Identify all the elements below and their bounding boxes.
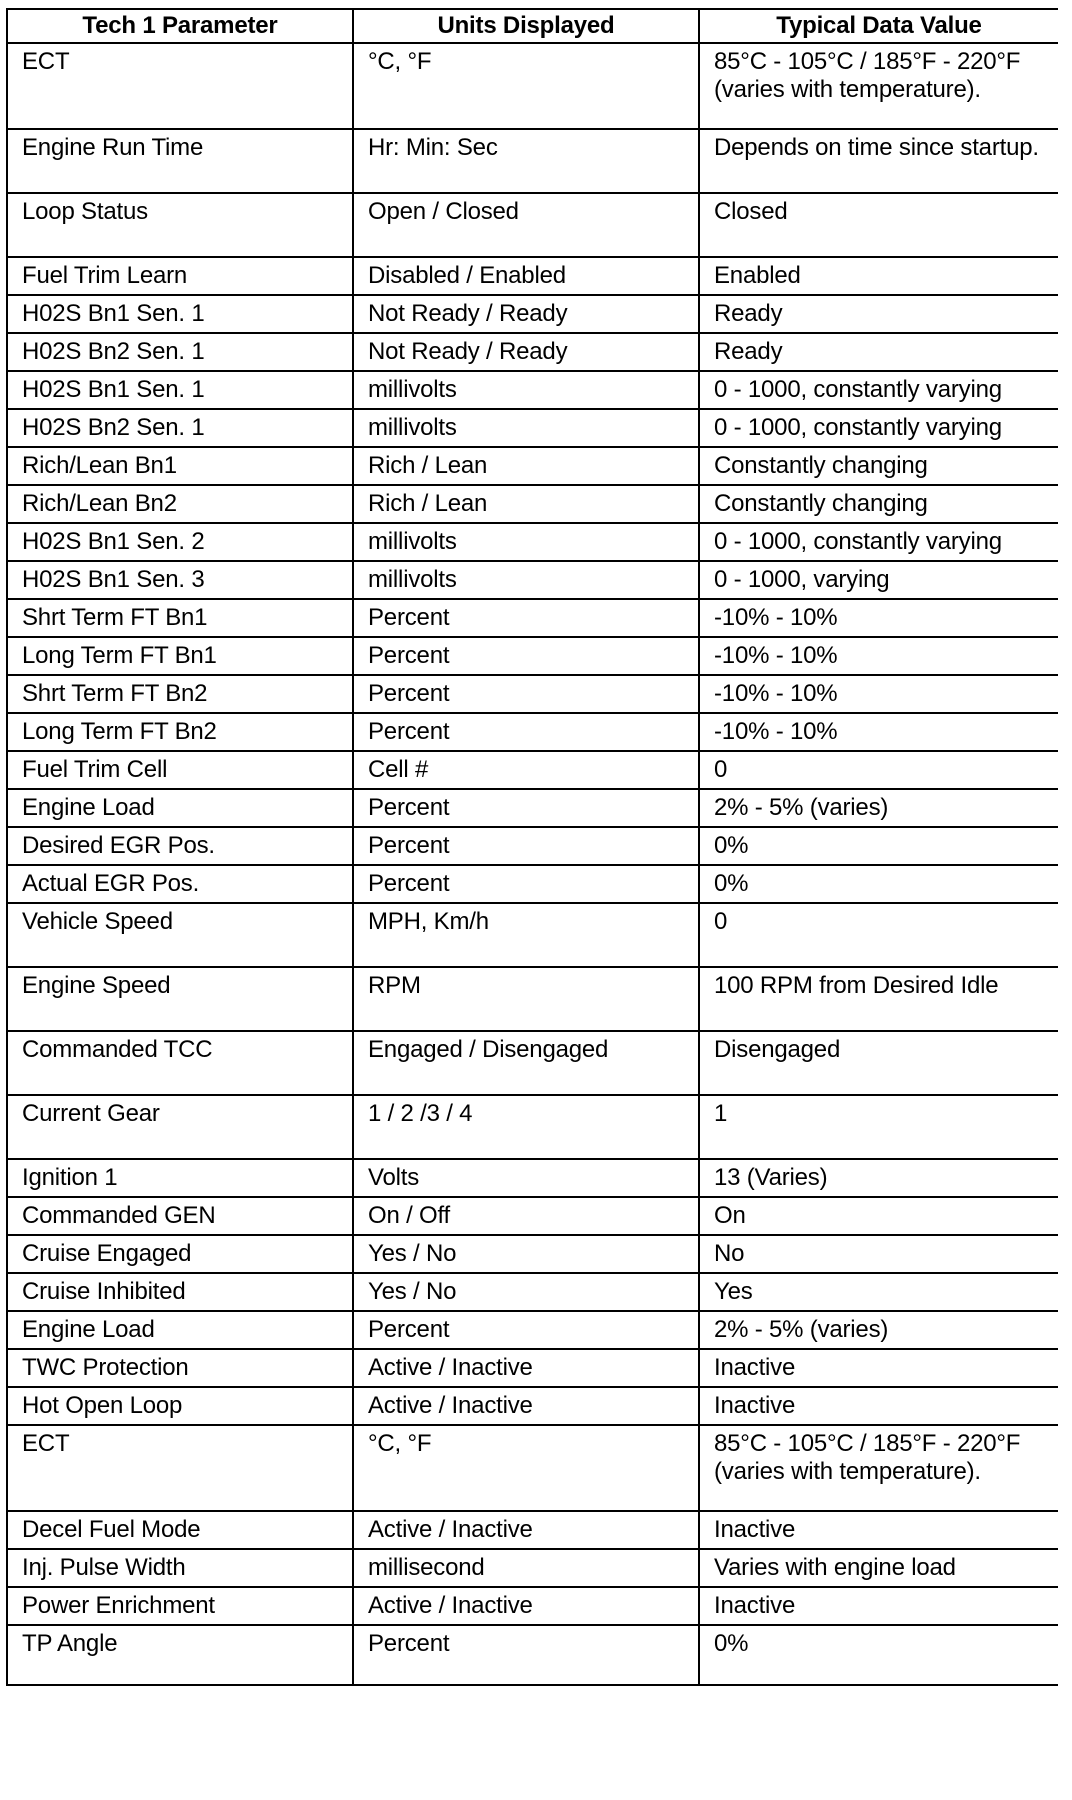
table-row (7, 1159, 1058, 1197)
typical-value-cell: Yes (699, 1273, 1058, 1311)
typical-value-cell: 2% - 5% (varies) (699, 789, 1058, 827)
table-row (7, 751, 1058, 789)
typical-value-cell: Disengaged (699, 1031, 1058, 1095)
table-row (7, 1197, 1058, 1235)
table-row (7, 1425, 1058, 1511)
parameter-cell: Engine Load (7, 1311, 353, 1349)
parameter-cell: Engine Load (7, 789, 353, 827)
typical-value-cell: 1 (699, 1095, 1058, 1159)
parameter-cell: Long Term FT Bn1 (7, 637, 353, 675)
typical-value-cell: Inactive (699, 1387, 1058, 1425)
table-row (7, 43, 1058, 129)
parameter-cell: TP Angle (7, 1625, 353, 1685)
typical-value-cell: 0 - 1000, varying (699, 561, 1058, 599)
parameter-cell: Actual EGR Pos. (7, 865, 353, 903)
table-row (7, 129, 1058, 193)
units-cell: Yes / No (353, 1235, 699, 1273)
units-cell: Open / Closed (353, 193, 699, 257)
units-cell: Active / Inactive (353, 1349, 699, 1387)
table-row (7, 903, 1058, 967)
parameter-cell: Inj. Pulse Width (7, 1549, 353, 1587)
units-cell: Percent (353, 713, 699, 751)
table-row (7, 257, 1058, 295)
table-row (7, 1625, 1058, 1685)
typical-value-cell: Closed (699, 193, 1058, 257)
typical-value-cell: 2% - 5% (varies) (699, 1311, 1058, 1349)
parameter-cell: Engine Speed (7, 967, 353, 1031)
typical-value-cell: Depends on time since startup. (699, 129, 1058, 193)
parameter-cell: Commanded GEN (7, 1197, 353, 1235)
table-row (7, 1549, 1058, 1587)
units-cell: Disabled / Enabled (353, 257, 699, 295)
table-row (7, 1587, 1058, 1625)
parameter-cell: Decel Fuel Mode (7, 1511, 353, 1549)
parameter-cell: Cruise Inhibited (7, 1273, 353, 1311)
parameter-cell: Fuel Trim Learn (7, 257, 353, 295)
document-page (6, 8, 1058, 1792)
table-row (7, 1273, 1058, 1311)
typical-value-cell: 0% (699, 827, 1058, 865)
units-cell: Percent (353, 1625, 699, 1685)
units-cell: Active / Inactive (353, 1587, 699, 1625)
typical-value-cell: Inactive (699, 1349, 1058, 1387)
table-row (7, 1387, 1058, 1425)
table-row (7, 1349, 1058, 1387)
typical-value-cell: Inactive (699, 1587, 1058, 1625)
typical-value-cell: -10% - 10% (699, 675, 1058, 713)
units-cell: Percent (353, 637, 699, 675)
units-cell: Yes / No (353, 1273, 699, 1311)
typical-value-cell: 0% (699, 1625, 1058, 1685)
table-row (7, 865, 1058, 903)
table-row (7, 967, 1058, 1031)
parameter-cell: Rich/Lean Bn2 (7, 485, 353, 523)
typical-value-cell: 0 (699, 751, 1058, 789)
table-row (7, 713, 1058, 751)
table-row (7, 523, 1058, 561)
table-row (7, 485, 1058, 523)
typical-value-cell: -10% - 10% (699, 599, 1058, 637)
table-row (7, 409, 1058, 447)
table-row (7, 1235, 1058, 1273)
typical-value-cell: 0% (699, 865, 1058, 903)
units-cell: Volts (353, 1159, 699, 1197)
units-cell: °C, °F (353, 1425, 699, 1511)
parameter-cell: H02S Bn1 Sen. 3 (7, 561, 353, 599)
parameter-cell: Ignition 1 (7, 1159, 353, 1197)
typical-value-cell: Constantly changing (699, 485, 1058, 523)
typical-value-cell: Ready (699, 333, 1058, 371)
typical-value-cell: 0 - 1000, constantly varying (699, 371, 1058, 409)
table-row (7, 561, 1058, 599)
units-cell: RPM (353, 967, 699, 1031)
parameter-cell: TWC Protection (7, 1349, 353, 1387)
parameter-cell: Power Enrichment (7, 1587, 353, 1625)
parameter-cell: H02S Bn2 Sen. 1 (7, 333, 353, 371)
table-row (7, 447, 1058, 485)
units-cell: Percent (353, 865, 699, 903)
units-cell: millivolts (353, 561, 699, 599)
parameter-cell: ECT (7, 1425, 353, 1511)
table-row (7, 1031, 1058, 1095)
column-header-units: Units Displayed (353, 9, 699, 43)
typical-value-cell: -10% - 10% (699, 713, 1058, 751)
typical-value-cell: On (699, 1197, 1058, 1235)
units-cell: Not Ready / Ready (353, 333, 699, 371)
units-cell: Hr: Min: Sec (353, 129, 699, 193)
typical-value-cell: Varies with engine load (699, 1549, 1058, 1587)
units-cell: 1 / 2 /3 / 4 (353, 1095, 699, 1159)
units-cell: millivolts (353, 409, 699, 447)
units-cell: On / Off (353, 1197, 699, 1235)
table-row (7, 193, 1058, 257)
parameter-cell: Hot Open Loop (7, 1387, 353, 1425)
parameter-cell: H02S Bn1 Sen. 1 (7, 371, 353, 409)
typical-value-cell: Ready (699, 295, 1058, 333)
typical-value-cell: Constantly changing (699, 447, 1058, 485)
table-row (7, 1095, 1058, 1159)
typical-value-cell: 0 - 1000, constantly varying (699, 409, 1058, 447)
units-cell: millivolts (353, 523, 699, 561)
units-cell: Percent (353, 789, 699, 827)
units-cell: Percent (353, 675, 699, 713)
typical-value-cell: 0 (699, 903, 1058, 967)
units-cell: Engaged / Disengaged (353, 1031, 699, 1095)
table-row (7, 295, 1058, 333)
parameter-cell: Engine Run Time (7, 129, 353, 193)
units-cell: °C, °F (353, 43, 699, 129)
units-cell: MPH, Km/h (353, 903, 699, 967)
tech1-data-table (6, 8, 1058, 1686)
column-header-typical-value: Typical Data Value (699, 9, 1058, 43)
typical-value-cell: 100 RPM from Desired Idle (699, 967, 1058, 1031)
parameter-cell: H02S Bn2 Sen. 1 (7, 409, 353, 447)
typical-value-cell: 13 (Varies) (699, 1159, 1058, 1197)
table-row (7, 637, 1058, 675)
units-cell: Cell # (353, 751, 699, 789)
units-cell: Rich / Lean (353, 447, 699, 485)
typical-value-cell: 85°C - 105°C / 185°F - 220°F (varies with temperature). (699, 43, 1058, 129)
parameter-cell: Shrt Term FT Bn1 (7, 599, 353, 637)
units-cell: Active / Inactive (353, 1387, 699, 1425)
parameter-cell: Rich/Lean Bn1 (7, 447, 353, 485)
parameter-cell: H02S Bn1 Sen. 1 (7, 295, 353, 333)
column-header-parameter: Tech 1 Parameter (7, 9, 353, 43)
table-row (7, 1511, 1058, 1549)
units-cell: Percent (353, 1311, 699, 1349)
units-cell: Not Ready / Ready (353, 295, 699, 333)
table-row (7, 675, 1058, 713)
parameter-cell: Vehicle Speed (7, 903, 353, 967)
parameter-cell: Long Term FT Bn2 (7, 713, 353, 751)
typical-value-cell: Enabled (699, 257, 1058, 295)
typical-value-cell: 0 - 1000, constantly varying (699, 523, 1058, 561)
parameter-cell: Shrt Term FT Bn2 (7, 675, 353, 713)
parameter-cell: ECT (7, 43, 353, 129)
parameter-cell: Cruise Engaged (7, 1235, 353, 1273)
table-row (7, 789, 1058, 827)
table-row (7, 333, 1058, 371)
parameter-cell: Desired EGR Pos. (7, 827, 353, 865)
table-row (7, 1311, 1058, 1349)
table-header-row (7, 9, 1058, 43)
typical-value-cell: Inactive (699, 1511, 1058, 1549)
typical-value-cell: -10% - 10% (699, 637, 1058, 675)
units-cell: Percent (353, 599, 699, 637)
typical-value-cell: No (699, 1235, 1058, 1273)
parameter-cell: Commanded TCC (7, 1031, 353, 1095)
parameter-cell: H02S Bn1 Sen. 2 (7, 523, 353, 561)
table-row (7, 827, 1058, 865)
units-cell: millivolts (353, 371, 699, 409)
units-cell: Percent (353, 827, 699, 865)
table-row (7, 599, 1058, 637)
parameter-cell: Loop Status (7, 193, 353, 257)
parameter-cell: Fuel Trim Cell (7, 751, 353, 789)
table-row (7, 371, 1058, 409)
units-cell: Active / Inactive (353, 1511, 699, 1549)
units-cell: millisecond (353, 1549, 699, 1587)
typical-value-cell: 85°C - 105°C / 185°F - 220°F (varies with temperature). (699, 1425, 1058, 1511)
parameter-cell: Current Gear (7, 1095, 353, 1159)
units-cell: Rich / Lean (353, 485, 699, 523)
